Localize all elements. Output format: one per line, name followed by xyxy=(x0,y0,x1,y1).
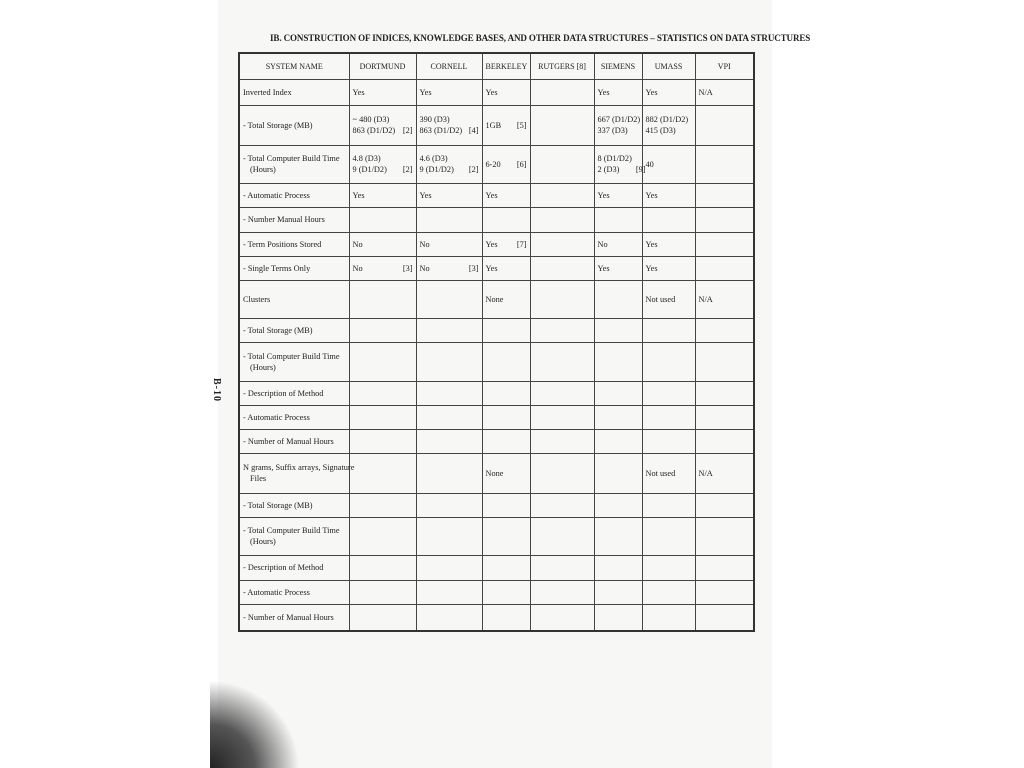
table-cell xyxy=(642,555,695,580)
table-cell xyxy=(642,429,695,453)
table-row xyxy=(239,580,754,604)
cell-value: 4.8 (D3) xyxy=(352,154,381,163)
table-cell xyxy=(642,280,695,318)
table-cell xyxy=(530,555,594,580)
row-label-line: - Total Computer Build Time xyxy=(243,526,340,535)
table-cell xyxy=(349,105,416,145)
cell-value: 863 (D1/D2) xyxy=(419,126,463,135)
cell-value: Yes xyxy=(597,87,610,97)
cell-value: Yes xyxy=(485,239,498,249)
column-header: CORNELL xyxy=(416,53,482,79)
table-cell xyxy=(642,207,695,232)
table-cell xyxy=(482,232,530,256)
row-label-line: - Total Storage (MB) xyxy=(243,500,313,510)
table-cell xyxy=(642,453,695,493)
cell-value: 337 (D3) xyxy=(597,126,628,135)
table-cell xyxy=(349,232,416,256)
table-cell xyxy=(594,555,642,580)
table-row xyxy=(239,280,754,318)
cell-value: N/A xyxy=(698,468,713,478)
table-cell xyxy=(594,453,642,493)
table-cell xyxy=(695,79,754,105)
table-row xyxy=(239,604,754,631)
table-cell xyxy=(695,342,754,381)
table-cell xyxy=(416,256,482,280)
table-cell xyxy=(530,232,594,256)
row-label-line: (Hours) xyxy=(250,165,276,174)
footnote-reference: [2] xyxy=(468,165,479,174)
row-label xyxy=(239,429,349,453)
table-cell xyxy=(594,580,642,604)
cell-value: Yes xyxy=(352,87,365,97)
row-label xyxy=(239,79,349,105)
table-cell xyxy=(642,183,695,207)
cell-value: 882 (D1/D2) xyxy=(645,115,689,124)
row-label-line: Clusters xyxy=(243,294,271,304)
cell-value: 415 (D3) xyxy=(645,126,676,135)
table-cell xyxy=(416,604,482,631)
table-row xyxy=(239,207,754,232)
table-cell xyxy=(530,405,594,429)
table-cell xyxy=(642,604,695,631)
table-cell xyxy=(349,517,416,555)
table-cell xyxy=(695,280,754,318)
column-header: SIEMENS xyxy=(594,53,642,79)
table-cell xyxy=(349,453,416,493)
footnote-reference: [2] xyxy=(402,165,413,174)
cell-value: No xyxy=(597,239,608,249)
table-cell xyxy=(349,429,416,453)
table-cell xyxy=(642,342,695,381)
table-cell xyxy=(530,381,594,405)
row-label-line: - Total Computer Build Time xyxy=(243,154,340,163)
table-cell xyxy=(695,493,754,517)
row-label xyxy=(239,280,349,318)
cell-value: Yes xyxy=(597,190,610,200)
row-label-line: - Automatic Process xyxy=(243,587,310,597)
table-cell xyxy=(416,105,482,145)
table-cell xyxy=(695,183,754,207)
table-cell xyxy=(530,342,594,381)
cell-value: None xyxy=(485,468,504,478)
table-cell xyxy=(482,604,530,631)
table-cell xyxy=(349,493,416,517)
table-row xyxy=(239,381,754,405)
row-label xyxy=(239,405,349,429)
table-cell xyxy=(416,79,482,105)
cell-value: Yes xyxy=(419,190,432,200)
table-cell xyxy=(642,79,695,105)
table-cell xyxy=(349,580,416,604)
table-row xyxy=(239,256,754,280)
table-cell xyxy=(695,555,754,580)
table-cell xyxy=(530,280,594,318)
table-cell xyxy=(482,207,530,232)
footnote-reference: [6] xyxy=(516,159,527,169)
table-cell xyxy=(416,318,482,342)
table-cell xyxy=(482,280,530,318)
row-label-line: - Number of Manual Hours xyxy=(243,436,334,446)
row-label-line: - Total Storage (MB) xyxy=(243,325,313,335)
table-cell xyxy=(416,145,482,183)
table-cell xyxy=(642,256,695,280)
table-cell xyxy=(416,342,482,381)
cell-value: N/A xyxy=(698,87,713,97)
row-label-line: N grams, Suffix arrays, Signature xyxy=(243,463,355,472)
table-cell xyxy=(594,145,646,183)
cell-value: 8 (D1/D2) xyxy=(597,154,632,163)
table-cell xyxy=(594,405,642,429)
row-label xyxy=(239,145,349,183)
table-cell xyxy=(642,517,695,555)
table-cell xyxy=(349,256,416,280)
table-cell xyxy=(349,318,416,342)
cell-value: 40 xyxy=(645,159,654,169)
column-header: DORTMUND xyxy=(349,53,416,79)
table-cell xyxy=(482,555,530,580)
table-cell xyxy=(642,493,695,517)
table-row xyxy=(239,232,754,256)
table-cell xyxy=(482,493,530,517)
row-label xyxy=(239,232,349,256)
table-cell xyxy=(482,183,530,207)
row-label xyxy=(239,318,349,342)
table-cell xyxy=(530,318,594,342)
cell-value: 9 (D1/D2) xyxy=(352,165,387,174)
row-label xyxy=(239,580,349,604)
page-title: IB. CONSTRUCTION OF INDICES, KNOWLEDGE BASES, AND OTHER DATA STRUCTURES – STATISTICS ON DATA STRUCTURES xyxy=(270,33,811,43)
row-label-line: - Description of Method xyxy=(243,388,324,398)
table-cell xyxy=(349,342,416,381)
cell-value: None xyxy=(485,294,504,304)
cell-value: No xyxy=(419,263,430,273)
table-cell xyxy=(482,381,530,405)
table-cell xyxy=(594,493,642,517)
cell-value: Yes xyxy=(645,239,658,249)
cell-value: Yes xyxy=(645,87,658,97)
row-label xyxy=(239,517,349,555)
table-cell xyxy=(349,405,416,429)
row-label-line: - Term Positions Stored xyxy=(243,239,322,249)
footnote-reference: [3] xyxy=(468,263,479,273)
cell-value: Yes xyxy=(485,263,498,273)
table-cell xyxy=(642,232,695,256)
table-cell xyxy=(642,145,695,183)
row-label-line: (Hours) xyxy=(250,362,276,372)
cell-value: Yes xyxy=(645,190,658,200)
table-cell xyxy=(482,256,530,280)
cell-value: Yes xyxy=(485,190,498,200)
table-cell xyxy=(530,453,594,493)
column-header: RUTGERS [8] xyxy=(530,53,594,79)
table-cell xyxy=(695,207,754,232)
footnote-reference: [9] xyxy=(635,165,646,174)
table-cell xyxy=(530,580,594,604)
column-header: UMASS xyxy=(642,53,695,79)
row-label xyxy=(239,256,349,280)
table-cell xyxy=(482,405,530,429)
table-cell xyxy=(695,381,754,405)
table-row xyxy=(239,517,754,555)
cell-value: 6-20 xyxy=(485,159,501,169)
cell-value: Yes xyxy=(419,87,432,97)
table-cell xyxy=(416,183,482,207)
table-cell xyxy=(349,555,416,580)
cell-value: Yes xyxy=(485,87,498,97)
table-cell xyxy=(482,79,530,105)
table-cell xyxy=(416,453,482,493)
table-cell xyxy=(642,405,695,429)
table-cell xyxy=(349,381,416,405)
scan-shadow xyxy=(210,680,300,768)
page-number: B-10 xyxy=(211,378,222,402)
table-cell xyxy=(695,580,754,604)
table-cell xyxy=(349,145,416,183)
table-row xyxy=(239,453,754,493)
cell-value: Not used xyxy=(645,468,676,478)
table-row xyxy=(239,105,754,145)
table-cell xyxy=(594,183,642,207)
row-label xyxy=(239,183,349,207)
column-header: BERKELEY xyxy=(482,53,530,79)
table-cell xyxy=(349,280,416,318)
table-cell xyxy=(530,183,594,207)
table-cell xyxy=(349,183,416,207)
table-cell xyxy=(594,517,642,555)
footnote-reference: [4] xyxy=(468,126,479,135)
table-cell xyxy=(416,405,482,429)
footnote-reference: [3] xyxy=(402,263,413,273)
table-cell xyxy=(642,381,695,405)
table-cell xyxy=(482,517,530,555)
table-cell xyxy=(695,517,754,555)
table-cell xyxy=(530,604,594,631)
table-row xyxy=(239,183,754,207)
row-label xyxy=(239,105,349,145)
table-cell xyxy=(695,453,754,493)
cell-value: 863 (D1/D2) xyxy=(352,126,396,135)
table-cell xyxy=(416,493,482,517)
cell-value: 2 (D3) xyxy=(597,165,620,174)
table-cell xyxy=(695,145,754,183)
table-cell xyxy=(482,342,530,381)
table-cell xyxy=(530,145,594,183)
table-cell xyxy=(594,318,642,342)
cell-value: 390 (D3) xyxy=(419,115,450,124)
table-cell xyxy=(695,256,754,280)
table-cell xyxy=(594,280,642,318)
row-label-line: Files xyxy=(250,474,267,483)
table-cell xyxy=(594,105,642,145)
table-cell xyxy=(349,79,416,105)
table-cell xyxy=(594,342,642,381)
cell-value: 9 (D1/D2) xyxy=(419,165,454,174)
table-row xyxy=(239,79,754,105)
table-cell xyxy=(416,580,482,604)
row-label xyxy=(239,555,349,580)
row-label xyxy=(239,342,349,381)
row-label-line: - Automatic Process xyxy=(243,190,310,200)
table-cell xyxy=(695,105,754,145)
row-label-line: - Number of Manual Hours xyxy=(243,612,334,622)
column-header: VPI xyxy=(695,53,754,79)
table-cell xyxy=(695,429,754,453)
table-row xyxy=(239,318,754,342)
table-row xyxy=(239,342,754,381)
cell-value: 4.6 (D3) xyxy=(419,154,448,163)
row-label xyxy=(239,453,355,493)
table-cell xyxy=(530,105,594,145)
table-cell xyxy=(530,207,594,232)
footnote-reference: [5] xyxy=(516,120,527,130)
cell-value: No xyxy=(352,239,363,249)
table-cell xyxy=(594,604,642,631)
table-cell xyxy=(482,105,530,145)
table-cell xyxy=(594,381,642,405)
cell-value: N/A xyxy=(698,294,713,304)
cell-value: Yes xyxy=(597,263,610,273)
table-cell xyxy=(482,429,530,453)
table-cell xyxy=(416,280,482,318)
table-cell xyxy=(642,580,695,604)
header-row xyxy=(239,53,754,79)
table-cell xyxy=(695,318,754,342)
cell-value: Yes xyxy=(645,263,658,273)
table-cell xyxy=(482,318,530,342)
table-cell xyxy=(482,145,530,183)
cell-value: No xyxy=(419,239,430,249)
cell-value: Yes xyxy=(352,190,365,200)
footnote-reference: [7] xyxy=(516,239,527,249)
table-cell xyxy=(642,318,695,342)
table-cell xyxy=(416,232,482,256)
footnote-reference: [2] xyxy=(402,126,413,135)
table-row xyxy=(239,493,754,517)
table-cell xyxy=(416,517,482,555)
row-label-line: (Hours) xyxy=(250,537,276,546)
row-label xyxy=(239,207,349,232)
table-cell xyxy=(594,79,642,105)
table-cell xyxy=(530,429,594,453)
cell-value: No xyxy=(352,263,363,273)
cell-value: 667 (D1/D2) xyxy=(597,115,641,124)
cell-value: 1GB xyxy=(485,120,502,130)
row-label-line: - Single Terms Only xyxy=(243,263,311,273)
row-label xyxy=(239,493,349,517)
table-cell xyxy=(416,207,482,232)
row-label xyxy=(239,604,349,631)
table-cell xyxy=(416,429,482,453)
table-cell xyxy=(695,604,754,631)
table-row xyxy=(239,405,754,429)
cell-value: Not used xyxy=(645,294,676,304)
table-cell xyxy=(594,429,642,453)
table-cell xyxy=(695,232,754,256)
row-label-line: - Automatic Process xyxy=(243,412,310,422)
cell-value: ~ 480 (D3) xyxy=(352,115,390,124)
row-label-line: - Number Manual Hours xyxy=(243,215,325,224)
table-cell xyxy=(530,256,594,280)
table-cell xyxy=(594,232,642,256)
row-label-line: - Description of Method xyxy=(243,563,324,572)
table-row xyxy=(239,555,754,580)
table-cell xyxy=(416,381,482,405)
table-cell xyxy=(349,604,416,631)
table-cell xyxy=(416,555,482,580)
table-cell xyxy=(530,517,594,555)
table-cell xyxy=(482,453,530,493)
row-label-line: - Total Computer Build Time xyxy=(243,351,340,361)
table-cell xyxy=(695,405,754,429)
table-row xyxy=(239,429,754,453)
table-cell xyxy=(642,105,695,145)
table-cell xyxy=(594,256,642,280)
row-label-line: - Total Storage (MB) xyxy=(243,120,313,130)
statistics-table xyxy=(238,52,755,632)
table-cell xyxy=(349,207,416,232)
row-label-line: Inverted Index xyxy=(243,87,292,97)
table-cell xyxy=(482,580,530,604)
table-cell xyxy=(530,79,594,105)
table-cell xyxy=(530,493,594,517)
row-label xyxy=(239,381,349,405)
table-row xyxy=(239,145,754,183)
column-header: SYSTEM NAME xyxy=(239,53,349,79)
table-cell xyxy=(594,207,642,232)
